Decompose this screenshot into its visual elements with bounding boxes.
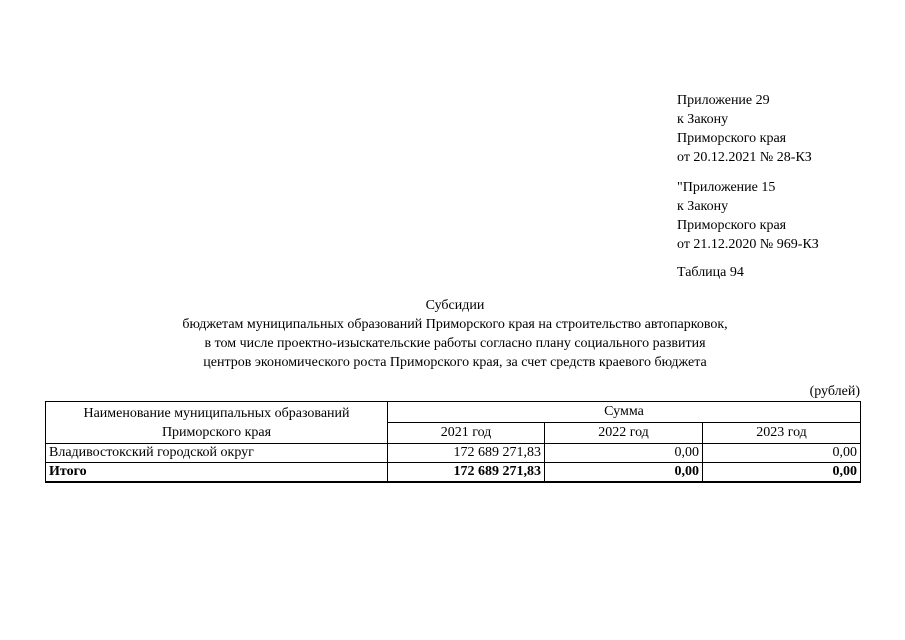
units-label: (рублей) xyxy=(809,384,860,399)
municipality-name: Владивостокский городской округ xyxy=(46,444,388,463)
total-amount-cell: 0,00 xyxy=(545,463,703,483)
appendix-reference-current xyxy=(677,91,812,167)
amount-cell: 172 689 271,83 xyxy=(388,444,545,463)
appendix-line: к Закону xyxy=(677,112,729,127)
column-header-name: Наименование муниципальных образований Приморского края xyxy=(46,402,388,444)
table-number: Таблица 94 xyxy=(677,265,744,280)
column-header-year: 2022 год xyxy=(545,423,703,444)
subsidies-table xyxy=(45,401,861,483)
amount-cell: 0,00 xyxy=(545,444,703,463)
total-row xyxy=(46,463,861,483)
table-row xyxy=(46,444,861,463)
appendix-line: к Закону xyxy=(677,199,729,214)
appendix-line: от 21.12.2020 № 969-КЗ xyxy=(677,237,819,252)
appendix-line: от 20.12.2021 № 28-КЗ xyxy=(677,150,812,165)
appendix-reference-original xyxy=(677,178,819,254)
appendix-line: Приморского края xyxy=(677,218,787,233)
appendix-line: Приморского края xyxy=(677,131,787,146)
appendix-line: "Приложение 15 xyxy=(677,180,776,195)
title-line: Субсидии xyxy=(425,298,485,313)
column-header-year: 2023 год xyxy=(703,423,861,444)
table-header-row xyxy=(46,402,861,423)
title-line: центров экономического роста Приморского края, за счет средств краевого бюджета xyxy=(203,355,707,370)
column-header-sum: Сумма xyxy=(388,402,861,423)
total-amount-cell: 172 689 271,83 xyxy=(388,463,545,483)
document-title xyxy=(100,296,810,372)
appendix-line: Приложение 29 xyxy=(677,93,770,108)
column-header-year: 2021 год xyxy=(388,423,545,444)
title-line: в том числе проектно-изыскательские работы согласно плану социального развития xyxy=(204,336,706,351)
total-label: Итого xyxy=(46,463,388,483)
title-line: бюджетам муниципальных образований Приморского края на строительство автопарковок, xyxy=(182,317,728,332)
amount-cell: 0,00 xyxy=(703,444,861,463)
total-amount-cell: 0,00 xyxy=(703,463,861,483)
